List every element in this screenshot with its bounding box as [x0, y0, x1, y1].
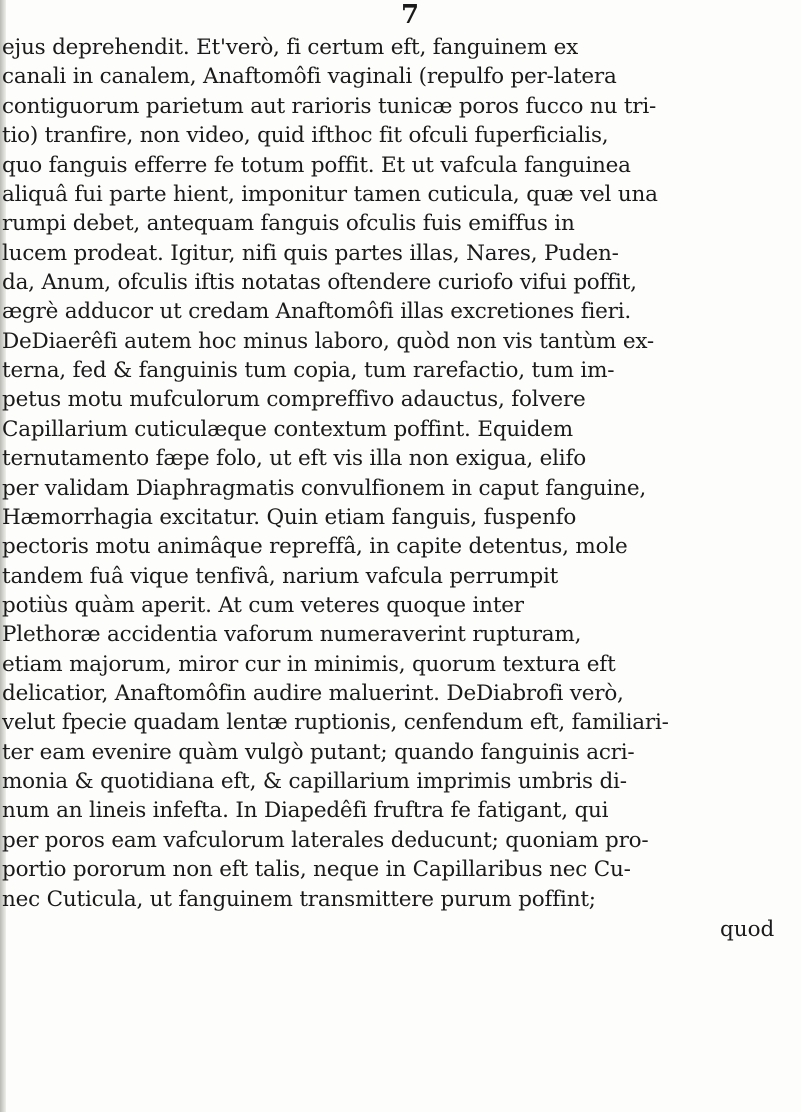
text-line: Capillarium cuticulæque contextum poffint. Equidem [2, 417, 573, 442]
text-line: num an lineis infefta. In Diapedêfi fruftra fe fatigant, qui [2, 798, 609, 823]
text-line: potiùs quàm aperit. At cum veteres quoque inter [2, 593, 524, 618]
text-line: rumpi debet, antequam fanguis ofculis fuis emiffus in [2, 211, 575, 236]
text-line: velut fpecie quadam lentæ ruptionis, cenfendum eft, familiari- [2, 710, 669, 735]
text-line: portio pororum non eft talis, neque in Capillaribus nec Cu- [2, 857, 631, 882]
text-line: Plethoræ accidentia vaforum numeraverint rupturam, [2, 622, 582, 647]
page-number: 7 [400, 0, 420, 30]
text-line: delicatior, Anaftomôfin audire maluerint. DeDiabrofi verò, [2, 681, 624, 706]
text-line: da, Anum, ofculis iftis notatas oftendere curiofo vifui poffit, [2, 270, 637, 295]
text-line: ter eam evenire quàm vulgò putant; quando fanguinis acri- [2, 740, 635, 765]
text-line: terna, fed & fanguinis tum copia, tum rarefactio, tum im- [2, 358, 615, 383]
text-line: pectoris motu animâque repreffâ, in capite detentus, mole [2, 534, 628, 559]
text-line: etiam majorum, miror cur in minimis, quorum textura eft [2, 652, 616, 677]
text-line: tio) tranfire, non video, quid ifthoc fit ofculi fuperficialis, [2, 123, 609, 148]
text-line: per validam Diaphragmatis convulfionem in caput fanguine, [2, 476, 646, 501]
text-line: canali in canalem, Anaftomôfi vaginali (repulfo per-latera [2, 64, 617, 89]
text-line: ægrè adducor ut credam Anaftomôfi illas excretiones fieri. [2, 299, 632, 324]
catchword: quod [720, 917, 775, 942]
text-line: aliquâ fui parte hient, imponitur tamen cuticula, quæ vel una [2, 182, 658, 207]
text-line: DeDiaerêfi autem hoc minus laboro, quòd non vis tantùm ex- [2, 329, 654, 354]
text-line: tandem fuâ vique tenfivâ, narium vafcula perrumpit [2, 564, 559, 589]
text-line: nec Cuticula, ut fanguinem transmittere purum poffint; [2, 887, 596, 912]
text-line: per poros eam vafculorum laterales deducunt; quoniam pro- [2, 828, 649, 853]
text-line: monia & quotidiana eft, & capillarium imprimis umbris di- [2, 769, 627, 794]
text-line: quo fanguis efferre fe totum poffit. Et ut vafcula fanguinea [2, 153, 631, 178]
text-line: Hæmorrhagia excitatur. Quin etiam fanguis, fuspenfo [2, 505, 577, 530]
text-line: lucem prodeat. Igitur, nifi quis partes illas, Nares, Puden- [2, 241, 619, 266]
text-line: ternutamento fæpe folo, ut eft vis illa non exigua, elifo [2, 446, 586, 471]
text-line: ejus deprehendit. Et'verò, fi certum eft, fanguinem ex [2, 35, 579, 60]
text-line: contiguorum parietum aut rarioris tunicæ poros fucco nu tri- [2, 94, 657, 119]
text-line: petus motu mufculorum compreffivo adauctus, folvere [2, 387, 586, 412]
